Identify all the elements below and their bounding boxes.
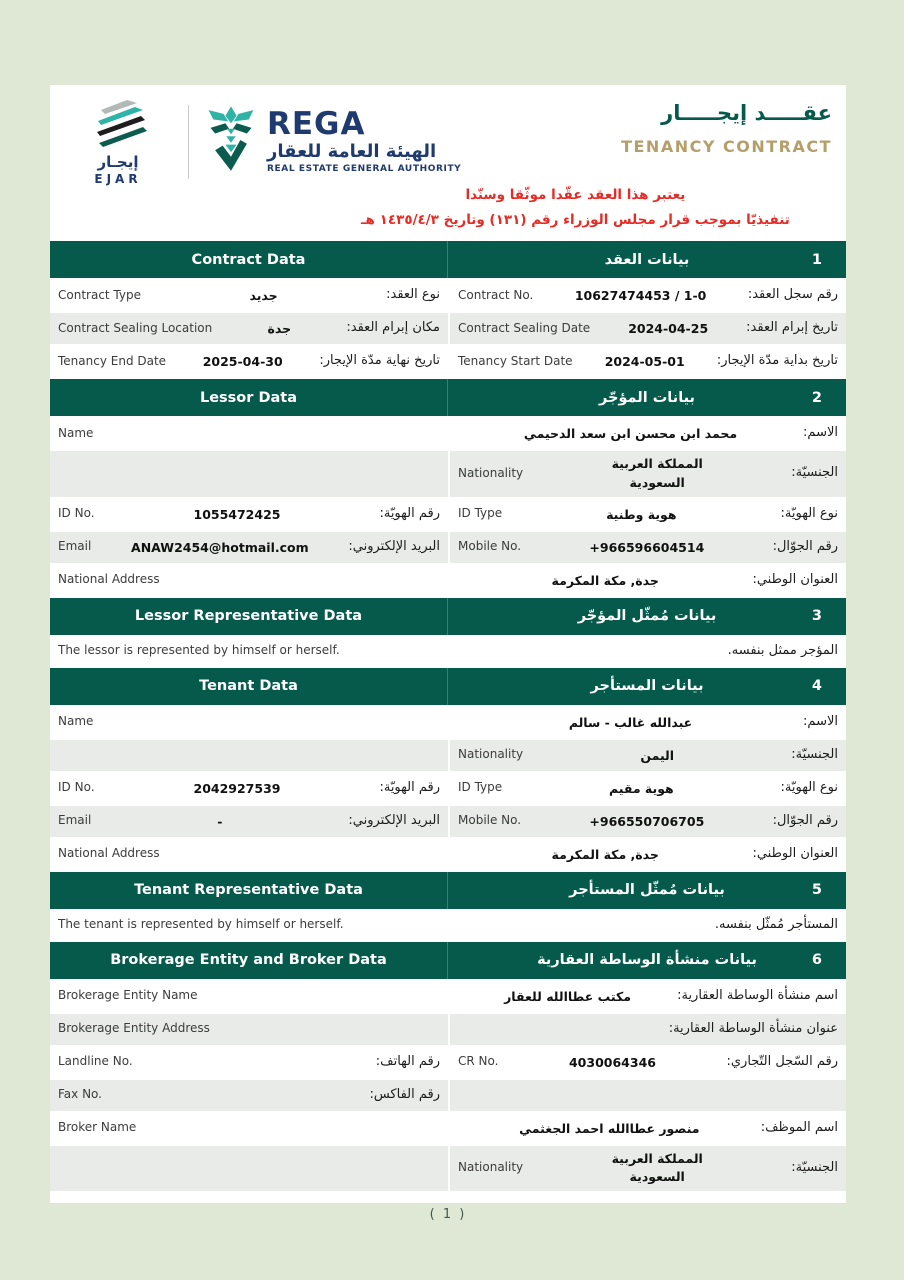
field-value: 2042927539 [193, 780, 281, 796]
rega-wordmark: REGA [267, 106, 366, 142]
field-label-ar: الجنسيّة: [791, 465, 838, 481]
field-label-ar: رقم الهاتف: [375, 1053, 440, 1069]
field-label-en: Fax No. [58, 1087, 102, 1102]
field-value: جدة [267, 321, 292, 336]
field-label-en: Contract No. [458, 287, 534, 302]
field-label-en: CR No. [458, 1054, 499, 1069]
field-value: هوية وطنية [606, 506, 677, 522]
field-value: اليمن [640, 747, 675, 763]
field-value: 2024-05-01 [604, 354, 685, 369]
field-label-ar: اسم منشأة الوساطة العقارية: [677, 987, 838, 1003]
table-row [50, 1047, 846, 1080]
field-label-en: Email [58, 813, 92, 828]
field-label-en: National Address [58, 846, 160, 861]
field-label-en: Contract Type [58, 287, 141, 302]
field-value: عبدالله غالب - سالم [568, 714, 693, 730]
logo-divider [188, 105, 189, 179]
section-title-ar: بيانات المستأجر [590, 678, 704, 694]
contract-title [621, 101, 832, 156]
table-row [50, 707, 846, 740]
field-value: المملكة العربية السعودية [611, 456, 703, 490]
ejar-stripes-icon [87, 97, 149, 151]
field-value: 2025-04-30 [202, 354, 283, 369]
note-text-ar: المستأجر مُمثّل بنفسه. [714, 916, 838, 932]
field-value: ANAW2454@hotmail.com [131, 539, 309, 555]
field-label-ar: العنوان الوطني: [752, 571, 838, 587]
field-value: منصور عطاالله احمد الجغثمي [519, 1120, 700, 1136]
table-row [50, 346, 846, 379]
field-value: - [217, 813, 223, 829]
legal-disclaimer-line1: يعتبر هذا العقد عقّدا موثّقا وسنّدا [465, 187, 686, 203]
field-label-en: ID Type [458, 780, 503, 795]
field-value: مكتب عطاالله للعقار [504, 988, 631, 1004]
table-row [50, 773, 846, 806]
section-header-lessor-data [50, 379, 846, 418]
note-text-en: The lessor is represented by himself or herself. [58, 643, 340, 658]
field-label-ar: تاريخ نهاية مدّة الإيجار: [319, 353, 440, 369]
field-label-ar: رقم الجوّال: [772, 538, 838, 554]
field-label-en: ID Type [458, 506, 503, 521]
field-label-ar: الاسم: [803, 425, 838, 441]
section-title-ar: بيانات المؤجّر [598, 389, 695, 406]
table-row [50, 981, 846, 1014]
note-text-ar: المؤجر ممثل بنفسه. [727, 642, 838, 658]
table-row [50, 418, 846, 451]
note-row [50, 637, 846, 668]
legal-disclaimer-line2: تنفيذيّا بموجب قرار مجلس الوزراء رقم (١٣١) وتاريخ ١٤٣٥/٤/٣ هـ [360, 211, 790, 228]
field-label-ar: تاريخ إبرام العقد: [746, 320, 838, 336]
field-label-en: National Address [58, 572, 160, 587]
field-label-en: ID No. [58, 780, 95, 795]
field-label-ar: رقم السّجل التّجاري: [726, 1053, 838, 1069]
note-text-en: The tenant is represented by himself or herself. [58, 917, 344, 932]
section-number: 2 [811, 389, 822, 406]
field-value: جدة, مكة المكرمة [551, 572, 659, 588]
field-label-en: Email [58, 539, 92, 554]
section-title-ar: بيانات مُمثّل المستأجر [569, 882, 725, 898]
section-title-en: Lessor Data [199, 389, 298, 406]
field-label-ar: الجنسيّة: [791, 746, 838, 762]
field-label-ar: تاريخ بداية مدّة الإيجار: [716, 353, 838, 369]
table-row [50, 565, 846, 598]
field-label-en: Contract Sealing Date [458, 320, 591, 335]
field-label-en: Nationality [458, 1160, 524, 1175]
section-number: 1 [811, 251, 822, 268]
field-label-ar: رقم الهويّة: [379, 779, 440, 795]
contract-title-ar: عقـــــد إيجـــــار [661, 101, 832, 125]
field-label-ar: رقم الجوّال: [772, 812, 838, 828]
section-header-contract-data [50, 241, 846, 280]
field-label-en: Name [58, 425, 94, 440]
rega-palm-icon [203, 105, 259, 179]
field-label-ar: مكان إبرام العقد: [346, 320, 440, 336]
field-label-en: Tenancy Start Date [458, 353, 573, 368]
contract-page [50, 85, 846, 1203]
ejar-wordmark-en: EJAR [94, 172, 142, 186]
field-label-en: Broker Name [58, 1120, 137, 1135]
section-header-lessor-representative [50, 598, 846, 637]
field-label-ar: رقم الفاكس: [369, 1086, 440, 1102]
field-label-en: Tenancy End Date [58, 353, 167, 368]
field-label-ar: نوع العقد: [386, 287, 440, 303]
field-value: +966550706705 [589, 813, 705, 829]
document-header [50, 85, 846, 241]
section-title-ar: بيانات العقد [604, 251, 690, 268]
table-row [50, 839, 846, 872]
field-label-en: Nationality [458, 465, 524, 480]
ejar-wordmark-ar: إيجـار [97, 153, 139, 171]
field-value: 4030064346 [568, 1054, 656, 1070]
field-value: +966596604514 [589, 539, 705, 555]
section-title-ar: بيانات مُمثّل المؤجّر [577, 608, 717, 624]
field-label-ar: نوع الهويّة: [780, 779, 838, 795]
table-row [50, 499, 846, 532]
section-header-tenant-data [50, 668, 846, 707]
section-header-brokerage [50, 942, 846, 981]
field-value: 10627474453 / 1-0 [574, 288, 707, 303]
field-label-ar: رقم الهويّة: [379, 505, 440, 521]
field-value: 1055472425 [193, 506, 281, 522]
legal-disclaimer [321, 183, 830, 233]
field-label-ar: رقم سجل العقد: [747, 287, 838, 303]
table-row [50, 280, 846, 313]
field-label-en: Mobile No. [458, 539, 522, 554]
logo-group [62, 97, 461, 186]
field-label-ar: الاسم: [803, 713, 838, 729]
field-label-en: ID No. [58, 506, 95, 521]
rega-logo [203, 105, 461, 179]
section-number: 3 [811, 608, 822, 624]
table-row [50, 740, 846, 773]
field-label-en: Mobile No. [458, 813, 522, 828]
section-number: 6 [811, 952, 822, 968]
rega-name-ar: الهيئة العامة للعقار [267, 141, 437, 162]
table-row [50, 1014, 846, 1047]
contract-title-en: TENANCY CONTRACT [621, 137, 832, 156]
table-row [50, 1113, 846, 1146]
section-title-en: Brokerage Entity and Broker Data [110, 952, 387, 968]
field-label-ar: نوع الهويّة: [780, 505, 838, 521]
section-title-en: Lessor Representative Data [134, 608, 363, 624]
field-label-en: Nationality [458, 747, 524, 762]
field-label-ar: عنوان منشأة الوساطة العقارية: [668, 1020, 838, 1036]
field-label-ar: البريد الإلكتروني: [348, 538, 440, 554]
table-row [50, 1080, 846, 1113]
section-title-ar: بيانات منشأة الوساطة العقارية [537, 952, 757, 968]
field-label-ar: الجنسيّة: [791, 1159, 838, 1175]
section-title-en: Contract Data [191, 251, 306, 268]
page-number: ( 1 ) [429, 1207, 467, 1222]
section-header-tenant-representative [50, 872, 846, 911]
field-value: هوية مقيم [608, 780, 674, 796]
field-label-ar: العنوان الوطني: [752, 845, 838, 861]
field-label-en: Contract Sealing Location [58, 320, 213, 335]
section-number: 4 [811, 678, 822, 694]
table-row [50, 1146, 846, 1194]
section-title-en: Tenant Representative Data [134, 882, 363, 898]
field-label-en: Brokerage Entity Name [58, 988, 198, 1003]
field-label-ar: البريد الإلكتروني: [348, 812, 440, 828]
table-row [50, 806, 846, 839]
field-label-ar: اسم الموظف: [760, 1119, 838, 1135]
field-value: 2024-04-25 [628, 321, 709, 336]
ejar-logo [62, 97, 174, 186]
section-title-en: Tenant Data [199, 678, 298, 694]
table-row [50, 451, 846, 499]
section-number: 5 [811, 882, 822, 898]
table-row [50, 532, 846, 565]
field-label-en: Brokerage Entity Address [58, 1021, 210, 1036]
field-value: جدة, مكة المكرمة [551, 846, 659, 862]
table-row [50, 313, 846, 346]
field-value: محمد ابن محسن ابن سعد الدحيمي [523, 426, 738, 441]
note-row [50, 911, 846, 942]
rega-name-en: REAL ESTATE GENERAL AUTHORITY [267, 164, 462, 174]
field-value: جديد [249, 288, 278, 303]
field-label-en: Landline No. [58, 1054, 133, 1069]
field-label-en: Name [58, 714, 94, 729]
field-value: المملكة العربية السعودية [611, 1150, 703, 1185]
